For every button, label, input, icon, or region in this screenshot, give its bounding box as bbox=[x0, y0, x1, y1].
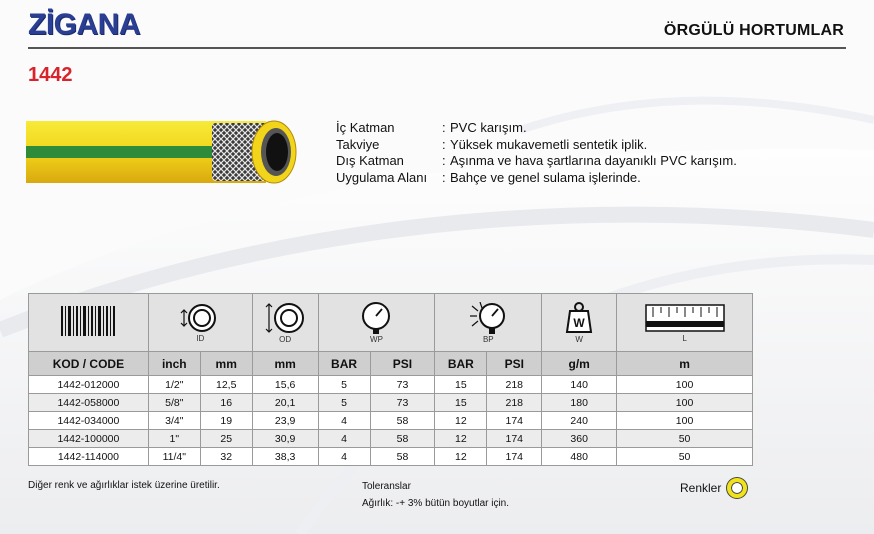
barcode-cell bbox=[29, 294, 149, 352]
header-bp-psi: PSI bbox=[487, 352, 542, 376]
od-caption: OD bbox=[279, 334, 292, 344]
wp-icon-cell bbox=[318, 294, 435, 352]
cell-id-mm: 25 bbox=[200, 430, 252, 448]
cell-length: 50 bbox=[617, 448, 753, 466]
cell-bp-bar: 12 bbox=[435, 430, 487, 448]
cell-length: 100 bbox=[617, 376, 753, 394]
cell-wp-psi: 58 bbox=[370, 412, 435, 430]
icon-row bbox=[29, 294, 753, 352]
spec-row bbox=[336, 170, 737, 187]
cell-bp-psi: 218 bbox=[487, 376, 542, 394]
outer-diameter-icon bbox=[263, 302, 307, 334]
cell-wp-bar: 5 bbox=[318, 376, 370, 394]
cell-inch: 5/8" bbox=[148, 394, 200, 412]
spec-separator: : bbox=[442, 169, 446, 185]
cell-inch: 1" bbox=[148, 430, 200, 448]
table-row bbox=[29, 448, 753, 466]
barcode-icon bbox=[60, 304, 116, 338]
spec-label: İç Katman bbox=[336, 120, 395, 135]
cell-weight: 180 bbox=[542, 394, 617, 412]
table-row bbox=[29, 394, 753, 412]
header-wp-bar: BAR bbox=[318, 352, 370, 376]
cell-od-mm: 23,9 bbox=[252, 412, 318, 430]
cell-id-mm: 16 bbox=[200, 394, 252, 412]
colors-label: Renkler bbox=[680, 481, 722, 495]
spec-value: Bahçe ve genel sulama işlerinde. bbox=[450, 169, 641, 185]
id-icon-cell bbox=[148, 294, 252, 352]
cell-id-mm: 19 bbox=[200, 412, 252, 430]
cell-wp-bar: 4 bbox=[318, 430, 370, 448]
svg-text:W: W bbox=[573, 315, 585, 330]
cell-bp-bar: 15 bbox=[435, 394, 487, 412]
cell-inch: 3/4" bbox=[148, 412, 200, 430]
w-caption: W bbox=[575, 334, 583, 344]
cell-code: 1442-058000 bbox=[29, 394, 149, 412]
cell-bp-psi: 174 bbox=[487, 448, 542, 466]
header-divider bbox=[28, 47, 846, 49]
pressure-gauge-icon bbox=[359, 302, 393, 334]
spec-separator: : bbox=[442, 120, 446, 135]
spec-separator: : bbox=[442, 136, 446, 152]
cell-length: 100 bbox=[617, 394, 753, 412]
weight-icon bbox=[565, 302, 593, 334]
product-table bbox=[28, 293, 753, 466]
weight-icon-cell bbox=[542, 294, 617, 352]
cell-wp-bar: 5 bbox=[318, 394, 370, 412]
spec-row bbox=[336, 137, 737, 154]
header-inch: inch bbox=[148, 352, 200, 376]
cell-bp-psi: 218 bbox=[487, 394, 542, 412]
cell-bp-bar: 12 bbox=[435, 448, 487, 466]
cell-length: 50 bbox=[617, 430, 753, 448]
length-icon-cell bbox=[617, 294, 753, 352]
cell-weight: 480 bbox=[542, 448, 617, 466]
cell-bp-bar: 12 bbox=[435, 412, 487, 430]
cell-inch: 11/4" bbox=[148, 448, 200, 466]
cell-od-mm: 30,9 bbox=[252, 430, 318, 448]
inner-diameter-icon bbox=[178, 303, 222, 333]
cell-od-mm: 20,1 bbox=[252, 394, 318, 412]
spec-row bbox=[336, 153, 737, 170]
header-bp-bar: BAR bbox=[435, 352, 487, 376]
colors-legend bbox=[680, 478, 747, 498]
od-icon-cell bbox=[252, 294, 318, 352]
spec-label: Uygulama Alanı bbox=[336, 169, 428, 185]
cell-wp-psi: 73 bbox=[370, 394, 435, 412]
cell-id-mm: 12,5 bbox=[200, 376, 252, 394]
spec-row bbox=[336, 120, 737, 137]
bp-caption: BP bbox=[482, 334, 494, 344]
cell-weight: 360 bbox=[542, 430, 617, 448]
hose-image bbox=[26, 118, 301, 188]
cell-code: 1442-034000 bbox=[29, 412, 149, 430]
l-caption: L bbox=[682, 333, 687, 343]
wp-caption: WP bbox=[370, 334, 383, 344]
cell-length: 100 bbox=[617, 412, 753, 430]
header-length: m bbox=[617, 352, 753, 376]
cell-bp-bar: 15 bbox=[435, 376, 487, 394]
tolerance-text: Ağırlık: -+ 3% bütün boyutlar için. bbox=[362, 498, 510, 509]
brand-logo: ZİGANA bbox=[28, 8, 140, 41]
cell-code: 1442-100000 bbox=[29, 430, 149, 448]
custom-order-note: Diğer renk ve ağırlıklar istek üzerine üretilir. bbox=[28, 480, 220, 491]
cell-bp-psi: 174 bbox=[487, 430, 542, 448]
cell-weight: 240 bbox=[542, 412, 617, 430]
tolerance-block bbox=[362, 478, 509, 512]
id-caption: ID bbox=[196, 333, 205, 343]
cell-weight: 140 bbox=[542, 376, 617, 394]
model-number: 1442 bbox=[28, 64, 73, 86]
cell-wp-psi: 58 bbox=[370, 448, 435, 466]
header-id-mm: mm bbox=[200, 352, 252, 376]
cell-wp-bar: 4 bbox=[318, 412, 370, 430]
cell-code: 1442-114000 bbox=[29, 448, 149, 466]
spec-value: PVC karışım. bbox=[450, 120, 527, 135]
header-row bbox=[29, 352, 753, 376]
cell-inch: 1/2" bbox=[148, 376, 200, 394]
burst-gauge-icon bbox=[468, 302, 508, 334]
header-weight: g/m bbox=[542, 352, 617, 376]
spec-value: Yüksek mukavemetli sentetik iplik. bbox=[450, 136, 648, 152]
cell-code: 1442-012000 bbox=[29, 376, 149, 394]
bp-icon-cell bbox=[435, 294, 542, 352]
ruler-icon bbox=[645, 303, 725, 333]
table-row bbox=[29, 376, 753, 394]
spec-value: Aşınma ve hava şartlarına dayanıklı PVC karışım. bbox=[450, 153, 737, 168]
spec-label: Takviye bbox=[336, 136, 380, 152]
cell-wp-psi: 73 bbox=[370, 376, 435, 394]
cell-bp-psi: 174 bbox=[487, 412, 542, 430]
spec-label: Dış Katman bbox=[336, 153, 404, 168]
cell-od-mm: 15,6 bbox=[252, 376, 318, 394]
yellow-color-swatch bbox=[727, 478, 747, 498]
cell-od-mm: 38,3 bbox=[252, 448, 318, 466]
header-od-mm: mm bbox=[252, 352, 318, 376]
category-title: ÖRGÜLÜ HORTUMLAR bbox=[663, 22, 844, 39]
cell-id-mm: 32 bbox=[200, 448, 252, 466]
header-code: KOD / CODE bbox=[29, 352, 149, 376]
spec-list bbox=[336, 120, 737, 186]
cell-wp-bar: 4 bbox=[318, 448, 370, 466]
spec-separator: : bbox=[442, 153, 446, 168]
cell-wp-psi: 58 bbox=[370, 430, 435, 448]
tolerance-title: Toleranslar bbox=[362, 481, 411, 492]
table-row bbox=[29, 430, 753, 448]
header-wp-psi: PSI bbox=[370, 352, 435, 376]
table-row bbox=[29, 412, 753, 430]
